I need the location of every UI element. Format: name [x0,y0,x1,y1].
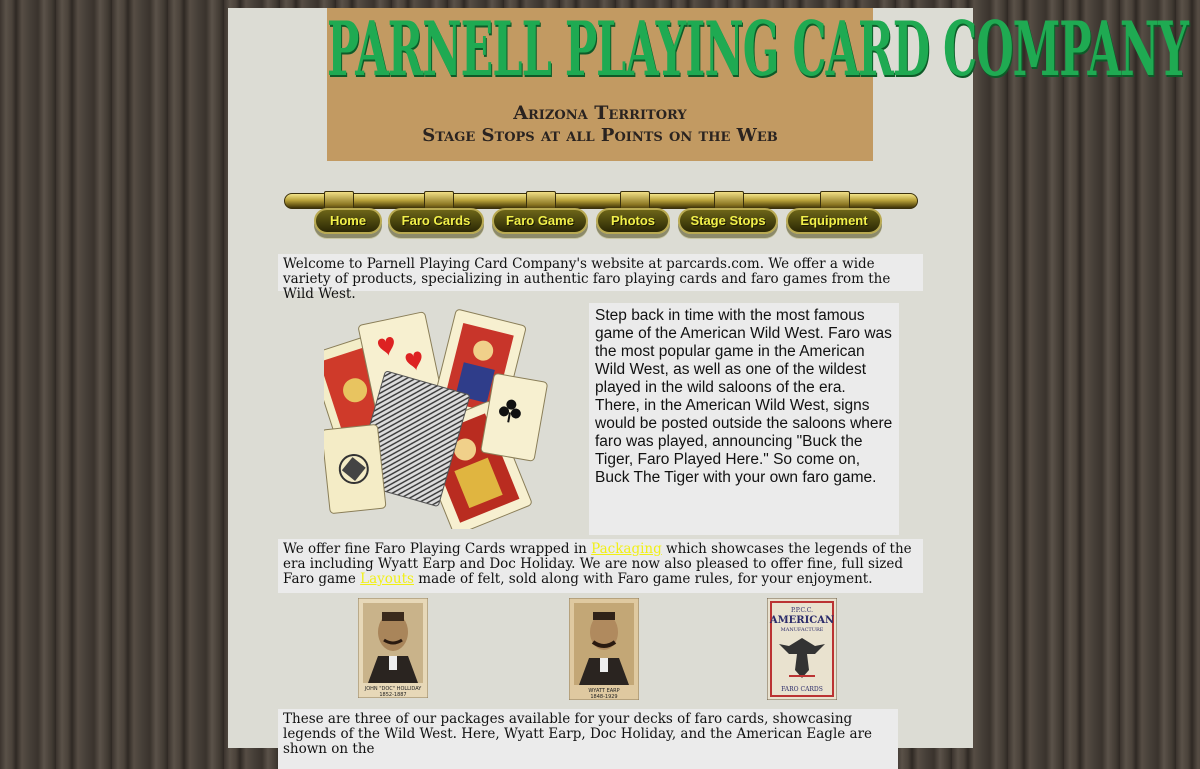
nav-photos-button[interactable]: Photos [596,208,670,234]
wyatt-caption-name: WYATT EARP [588,688,620,694]
eagle-brand-small: P.P.C.C. [790,607,814,614]
nav-equipment-button[interactable]: Equipment [786,208,882,234]
nav-home-button[interactable]: Home [314,208,382,234]
american-eagle-package-image[interactable] [767,598,837,700]
doc-caption-years: 1852-1887 [379,692,407,698]
wyatt-earp-package-image[interactable] [569,598,639,700]
doc-caption-name: JOHN "DOC" HOLLIDAY [364,686,422,692]
faro-description: Step back in time with the most famous game of the American Wild West. Faro was the most popular game in the American Wild West, as well as one of the wildest played in the wild saloons of the era. There, in the American Wild West, signs would be posted outside the saloons where faro was played, announcing "Buck the Tiger, Faro Played Here." So come on, Buck The Tiger with your own faro game. [589,303,899,535]
playing-card-eagle [324,424,386,513]
faro-cards-image [324,301,548,529]
offer-text-3: made of felt, sold along with Faro game rules, for your enjoyment. [413,571,873,587]
offer-text-1: We offer fine Faro Playing Cards wrapped in [283,541,592,557]
header-banner [327,6,1188,161]
nav-faro-game-button[interactable]: Faro Game [492,208,588,234]
eagle-brand-sub: MANUFACTURE [780,627,824,633]
main-content [228,6,1188,757]
site-subtitle-stage-stops: Stage Stops at all Points on the Web [422,125,778,146]
nav-faro-cards-button[interactable]: Faro Cards [388,208,484,234]
eagle-brand: AMERICAN [769,615,835,626]
nav-bar [284,191,918,251]
intro-text: Welcome to Parnell Playing Card Company's website at parcards.com. We offer a wide variety of products, specializing in authentic faro playing cards and faro games from the Wild West. [278,254,923,291]
offer-text [278,539,923,593]
wyatt-caption-years: 1848-1929 [590,694,618,700]
site-subtitle-territory: Arizona Territory [513,102,687,124]
eagle-bottom-label: FARO CARDS [781,686,823,693]
doc-holliday-package-image[interactable] [358,598,428,698]
nav-stage-stops-button[interactable]: Stage Stops [678,208,778,234]
packaging-link[interactable]: Packaging [591,541,662,557]
layouts-link[interactable]: Layouts [360,571,414,587]
offer-text-2: which showcases the legends of the era including Wyatt Earp and Doc Holiday. We are now also pleased to offer fine, full sized Faro game [283,541,912,587]
site-title: PARNELL PLAYING CARD COMPANY [327,6,1188,95]
packages-text: These are three of our packages available for your decks of faro cards, showcasing legends of the Wild West. Here, Wyatt Earp, Doc Holiday, and the American Eagle are shown on the [278,709,898,769]
